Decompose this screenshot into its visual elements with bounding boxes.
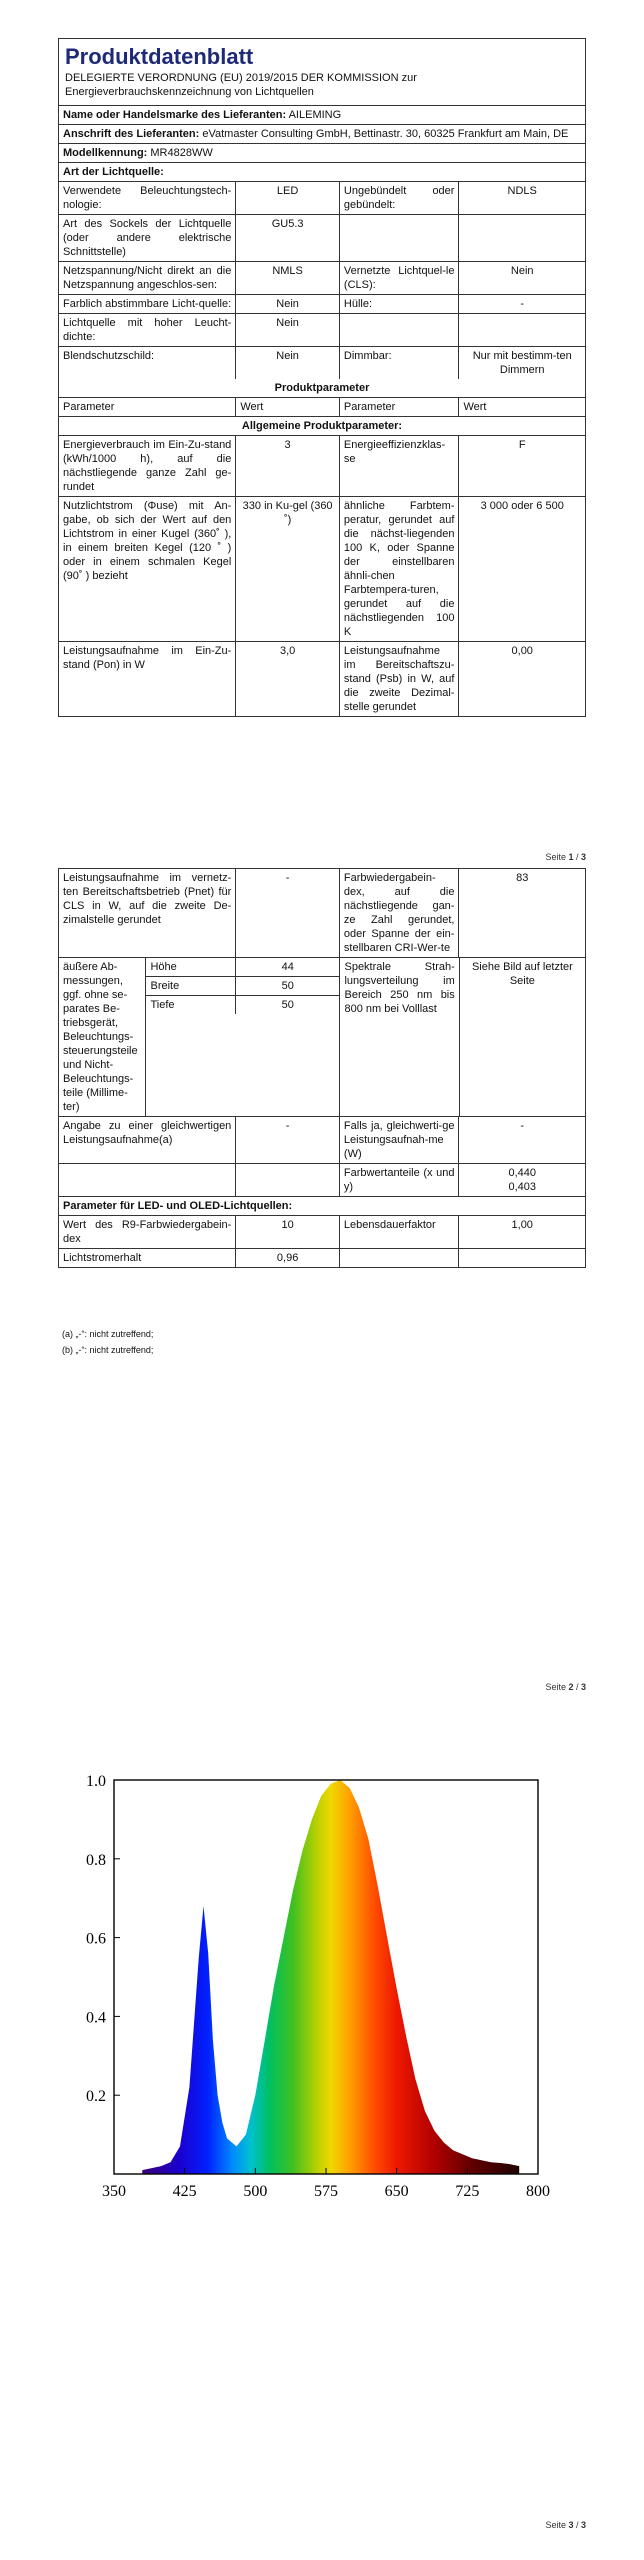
chromaticity-value: 0,440 0,403 (508, 1167, 536, 1193)
light-source-value-2: Nein (510, 265, 534, 277)
table-row (59, 1249, 585, 1267)
light-source-label-1: Verwendete Beleuchtungstech-nologie: (59, 182, 236, 214)
x-tick-label: 650 (384, 2183, 409, 2200)
product-params-heading: Produktparameter (274, 382, 370, 394)
page-title: Produktdatenblatt (65, 44, 254, 69)
general-params-heading: Allgemeine Produktparameter: (241, 420, 403, 432)
light-source-value-1: GU5.3 (236, 215, 340, 261)
product-param-label-2: Leistungsaufnahme im Bereitschaftszu-stand (Psb) in W, auf die zweite Dezimal-stelle gerundet (340, 642, 460, 716)
table-row (59, 497, 585, 642)
supplier-address-row (59, 125, 585, 143)
led-param-value-2 (459, 1249, 585, 1267)
supplier-address-value: eVatmaster Consulting GmbH, Bettinastr. 30, 60325 Frankfurt am Main, DE (202, 128, 569, 140)
x-tick-label: 800 (526, 2183, 550, 2200)
supplier-address-label: Anschrift des Lieferanten: (63, 128, 200, 140)
model-value: MR4828WW (150, 147, 213, 159)
empty-cell (236, 1164, 340, 1196)
empty-cell (59, 1164, 236, 1196)
product-param-value-1: 330 in Ku-gel (360 ˚) (236, 497, 340, 641)
light-source-label-2: Vernetzte Lichtquel-le (CLS): (340, 262, 460, 294)
led-param-label-1: Lichtstromerhalt (59, 1249, 236, 1267)
dimension-row (146, 977, 339, 996)
col-value-header-1: Wert (236, 398, 340, 416)
led-param-value-1: 10 (236, 1216, 340, 1248)
product-param-label-1: Energieverbrauch im Ein-Zu-stand (kWh/1000 h), auf die nächstliegende ganze Zahl ge-rundet (59, 436, 236, 496)
y-tick-label: 0.8 (86, 1851, 106, 1869)
supplier-name-row (59, 106, 585, 124)
product-param-value-2: F (518, 439, 526, 451)
product-param-label-2: ähnliche Farbtem-peratur, gerundet auf die nächst-liegenden 100 K, oder Spanne der einstellbaren ähnli-chen Farbtempera-turen, gerundet auf die nächstliegenden 100 K (340, 497, 460, 641)
x-tick-label: 425 (172, 2183, 197, 2200)
light-source-label-1: Lichtquelle mit hoher Leucht-dichte: (59, 314, 236, 346)
y-tick-label: 1.0 (86, 1773, 106, 1790)
product-param-value-1: 3,0 (236, 642, 340, 716)
dimension-name: Höhe (146, 958, 236, 976)
x-tick-label: 725 (455, 2183, 480, 2200)
chromaticity-label: Farbwertanteile (x und y) (340, 1164, 460, 1196)
page-footer-3: Seite 3 / 3 (545, 2520, 586, 2530)
dimension-value: 50 (281, 999, 294, 1011)
spectrum-area (142, 1780, 519, 2174)
light-source-label-1: Blendschutzschild: (59, 347, 236, 379)
table-row (59, 314, 585, 347)
pnet-value: - (236, 869, 340, 957)
model-row (59, 144, 585, 162)
dimension-row (146, 958, 339, 977)
table-row (59, 642, 585, 716)
product-param-value-1: 3 (236, 436, 340, 496)
light-source-value-2 (459, 215, 585, 261)
dimensions-label: äußere Ab-messungen, ggf. ohne se-parates Be-triebsgerät, Beleuchtungs-steuerungsteile und Nicht-Beleuchtungs-teile (Millime-ter) (59, 958, 146, 1116)
light-source-label-2 (340, 314, 460, 346)
dimensions-subtable (146, 958, 340, 1116)
model-label: Modellkennung: (63, 147, 148, 159)
spectrum-value: Siehe Bild auf letzter Seite (471, 961, 573, 987)
equivalent-power-w-label: Falls ja, gleichwerti-ge Leistungsaufnah-me (W) (340, 1117, 460, 1163)
x-tick-label: 500 (243, 2183, 268, 2200)
col-param-header-1: Parameter (59, 398, 236, 416)
light-source-value-1: Nein (236, 347, 340, 379)
dimension-name: Tiefe (146, 996, 236, 1014)
y-tick-label: 0.6 (86, 1930, 106, 1948)
led-param-label-2: Lebensdauerfaktor (340, 1216, 460, 1248)
footnote-b: (b) „-“: nicht zutreffend; (62, 1345, 154, 1355)
light-source-value-1: Nein (236, 295, 340, 313)
light-source-label-2: Dimmbar: (340, 347, 460, 379)
datasheet-page-2 (58, 868, 586, 1268)
light-source-value-1: NMLS (236, 262, 340, 294)
dimension-value: 50 (281, 980, 294, 992)
light-source-value-2: - (520, 298, 525, 310)
x-tick-label: 350 (102, 2183, 126, 2200)
led-param-label-1: Wert des R9-Farbwiedergabein-dex (59, 1216, 236, 1248)
datasheet-page-1 (58, 38, 586, 717)
equivalent-power-w-value: - (520, 1120, 525, 1132)
light-source-label-1: Farblich abstimmbare Licht-quelle: (59, 295, 236, 313)
dimension-row (146, 996, 339, 1014)
light-source-label-2: Hülle: (340, 295, 460, 313)
light-source-label-2 (340, 215, 460, 261)
light-source-label-1: Art des Sockels der Lichtquelle (oder andere elektrische Schnittstelle) (59, 215, 236, 261)
product-param-label-2: Energieeffizienzklas-se (340, 436, 460, 496)
light-source-type-heading: Art der Lichtquelle: (63, 166, 164, 178)
light-source-value-2: NDLS (507, 185, 537, 197)
light-source-value-2: Nur mit bestimm-ten Dimmern (472, 350, 572, 376)
spectrum-svg (58, 1750, 586, 2234)
table-row (59, 295, 585, 314)
led-param-value-2: 1,00 (511, 1219, 533, 1231)
pnet-label: Leistungsaufnahme im vernetz-ten Bereitschaftsbetrieb (Pnet) für CLS in W, auf die zweite De-zimalstelle gerundet (59, 869, 236, 957)
led-param-value-1: 0,96 (236, 1249, 340, 1267)
led-params-heading: Parameter für LED- und OLED-Lichtquellen: (63, 1200, 293, 1212)
dimension-value: 44 (281, 961, 294, 973)
light-source-label-1: Netzspannung/Nicht direkt an die Netzspannung angeschlos-sen: (59, 262, 236, 294)
equivalent-power-value: - (236, 1117, 340, 1163)
cri-value: 83 (516, 872, 529, 884)
supplier-name-value: AILEMING (288, 109, 342, 121)
spectrum-label: Spektrale Strah-lungsverteilung im Bereich 250 nm bis 800 nm bei Volllast (340, 958, 459, 1116)
page-footer-1: Seite 1 / 3 (545, 852, 586, 862)
table-row (59, 215, 585, 262)
light-source-value-2 (459, 314, 585, 346)
footnote-a: (a) „-“: nicht zutreffend; (62, 1329, 154, 1339)
regulation-subtitle: DELEGIERTE VERORDNUNG (EU) 2019/2015 DER KOMMISSION zur Energieverbrauchskennzeichnung von Lichtquellen (65, 72, 417, 98)
table-row (59, 262, 585, 295)
product-param-label-1: Leistungsaufnahme im Ein-Zu-stand (Pon) in W (59, 642, 236, 716)
light-source-value-1: Nein (236, 314, 340, 346)
table-row (59, 182, 585, 215)
light-source-label-2: Ungebündelt oder gebündelt: (340, 182, 460, 214)
x-tick-label: 575 (314, 2183, 338, 2200)
y-tick-label: 0.2 (86, 2088, 106, 2106)
col-value-header-2: Wert (463, 401, 487, 413)
supplier-name-label: Name oder Handelsmarke des Lieferanten: (63, 109, 287, 121)
product-param-value-2: 0,00 (511, 645, 533, 657)
product-param-label-1: Nutzlichtstrom (Φuse) mit An-gabe, ob sich der Wert auf den Lichtstrom in einer Kugel (360˚ ), in einem breiten Kegel (120 ˚ ) oder in einem schmalen Kegel (90˚ ) bezieht (59, 497, 236, 641)
col-param-header-2: Parameter (340, 398, 460, 416)
equivalent-power-label: Angabe zu einer gleichwertigen Leistungsaufnahme(a) (59, 1117, 236, 1163)
led-param-label-2 (340, 1249, 460, 1267)
product-param-value-2: 3 000 oder 6 500 (480, 500, 564, 512)
dimension-name: Breite (146, 977, 236, 995)
light-source-value-1: LED (236, 182, 340, 214)
y-tick-label: 0.4 (86, 2009, 106, 2027)
page-footer-2: Seite 2 / 3 (545, 1682, 586, 1692)
table-row (59, 347, 585, 379)
table-row (59, 1216, 585, 1249)
spectrum-chart (58, 1750, 586, 2234)
table-row (59, 436, 585, 497)
cri-label: Farbwiedergabein-dex, auf die nächstliegende gan-ze Zahl gerundet, oder Spanne der ein-stellbaren CRI-Wer-te (340, 869, 460, 957)
